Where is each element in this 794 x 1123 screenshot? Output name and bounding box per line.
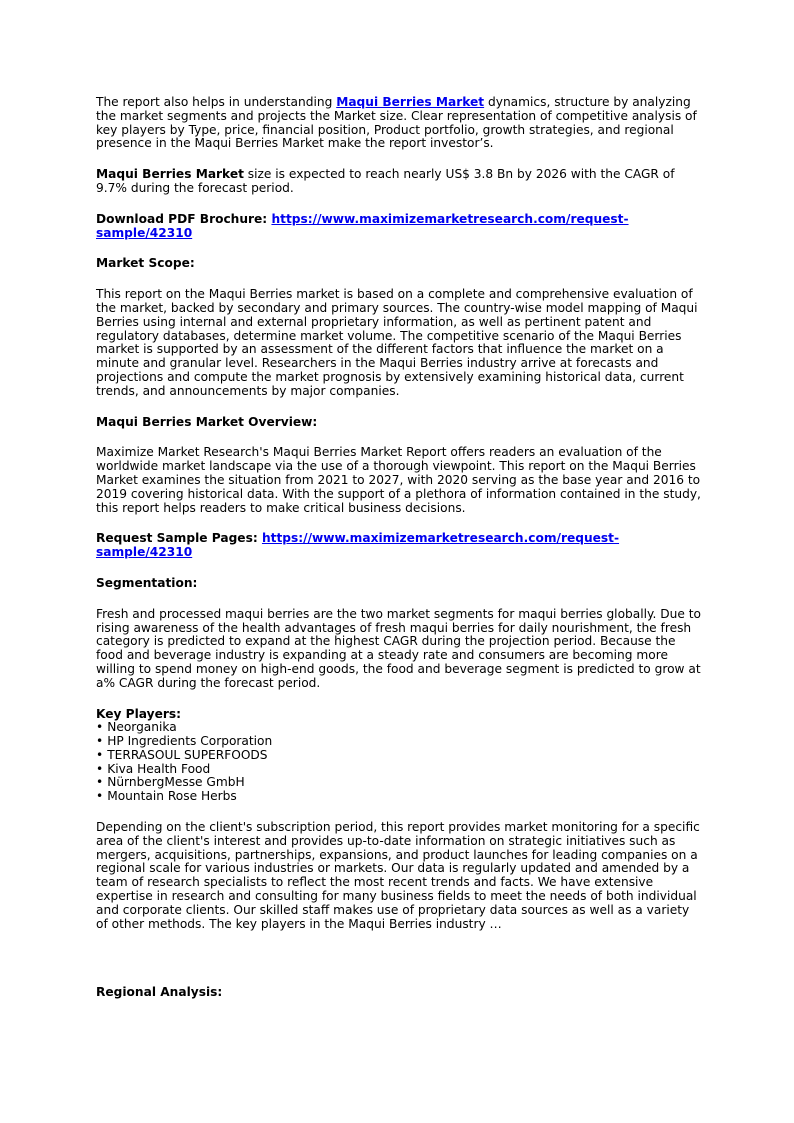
list-item xyxy=(96,749,702,763)
sample-link[interactable]: https://www.maximizemarketresearch.com/request-sample/42310 xyxy=(96,531,620,560)
market-scope-heading: Market Scope: xyxy=(96,256,195,271)
intro-paragraph xyxy=(96,96,702,151)
bullet-icon: • xyxy=(96,775,104,790)
bullet-icon: • xyxy=(96,761,104,776)
list-item xyxy=(96,776,702,790)
key-players-list xyxy=(96,721,702,804)
player-name: NürnbergMesse GmbH xyxy=(107,775,245,790)
list-item xyxy=(96,790,702,804)
brochure-line xyxy=(96,213,702,241)
sample-line xyxy=(96,532,702,560)
player-name: Neorganika xyxy=(107,720,177,735)
segmentation-heading: Segmentation: xyxy=(96,575,198,590)
market-overview-heading: Maqui Berries Market Overview: xyxy=(96,414,318,429)
intro-text-end: dynamics, structure by analyzing the market segments and projects the Market size. Clear representation of competitive analysis of key players by Type, price, financial position, Product portfolio, growth strategies, and regional presence in the Maqui Berries Market make the report investor’s. xyxy=(96,95,697,151)
bullet-icon: • xyxy=(96,734,104,749)
regional-analysis-heading: Regional Analysis: xyxy=(96,985,223,1000)
key-players-heading: Key Players: xyxy=(96,706,181,721)
intro-text-start: The report also helps in understanding xyxy=(96,95,337,109)
monitoring-body: Depending on the client's subscription period, this report provides market monitoring for a specific area of the client's interest and provides up-to-date information on strategic initiatives such as mergers, acquisitions, partnerships, expansions, and product launches for leading companies on a regional scale for various industries or markets. Our data is regularly updated and amended by a team of research specialists to reflect the most recent trends and facts. We have extensive expertise in research and consulting for many business fields to meet the needs of both individual and corporate clients. Our skilled staff makes use of proprietary data sources as well as a variety of other methods. The key players in the Maqui Berries industry … xyxy=(96,820,700,931)
document-page xyxy=(96,96,702,1000)
sample-label: Request Sample Pages: xyxy=(96,531,262,546)
bullet-icon: • xyxy=(96,789,104,804)
bullet-icon: • xyxy=(96,747,104,762)
list-item xyxy=(96,735,702,749)
market-size-bold: Maqui Berries Market xyxy=(96,167,244,182)
market-size-text: size is expected to reach nearly US$ 3.8 Bn by 2026 with the CAGR of 9.7% during the forecast period. xyxy=(96,167,675,195)
player-name: TERRASOUL SUPERFOODS xyxy=(107,747,268,762)
brochure-link[interactable]: https://www.maximizemarketresearch.com/request-sample/42310 xyxy=(96,211,629,240)
market-overview-body: Maximize Market Research's Maqui Berries Market Report offers readers an evaluation of the worldwide market landscape via the use of a thorough viewpoint. This report on the Maqui Berries Market examines the situation from 2021 to 2027, with 2020 serving as the base year and 2016 to 2019 covering historical data. With the support of a plethora of information contained in the study, this report helps readers to make critical business decisions. xyxy=(96,445,701,515)
player-name: Kiva Health Food xyxy=(107,761,211,776)
maqui-berries-market-link[interactable]: Maqui Berries Market xyxy=(336,95,485,109)
brochure-label: Download PDF Brochure: xyxy=(96,211,272,226)
segmentation-body: Fresh and processed maqui berries are the two market segments for maqui berries globally. Due to rising awareness of the health advantages of fresh maqui berries for daily nourishment, the fresh category is predicted to expand at the highest CAGR during the projection period. Because the food and beverage industry is expanding at a steady rate and consumers are becoming more willing to spend money on high-end goods, the food and beverage segment is predicted to grow at a% CAGR during the forecast period. xyxy=(96,606,701,690)
list-item xyxy=(96,763,702,777)
market-size-paragraph xyxy=(96,168,702,196)
market-scope-body: This report on the Maqui Berries market is based on a complete and comprehensive evaluation of the market, backed by secondary and primary sources. The country-wise model mapping of Maqui Berries using internal and external proprietary information, as well as pertinent patent and regulatory databases, determine market volume. The competitive scenario of the Maqui Berries market is supported by an assessment of the different factors that influence the market on a minute and granular level. Researchers in the Maqui Berries industry arrive at forecasts and projections and compute the market prognosis by extensively examining historical data, current trends, and announcements by major companies. xyxy=(96,287,698,398)
player-name: HP Ingredients Corporation xyxy=(107,734,273,749)
bullet-icon: • xyxy=(96,720,104,735)
list-item xyxy=(96,721,702,735)
player-name: Mountain Rose Herbs xyxy=(107,789,237,804)
